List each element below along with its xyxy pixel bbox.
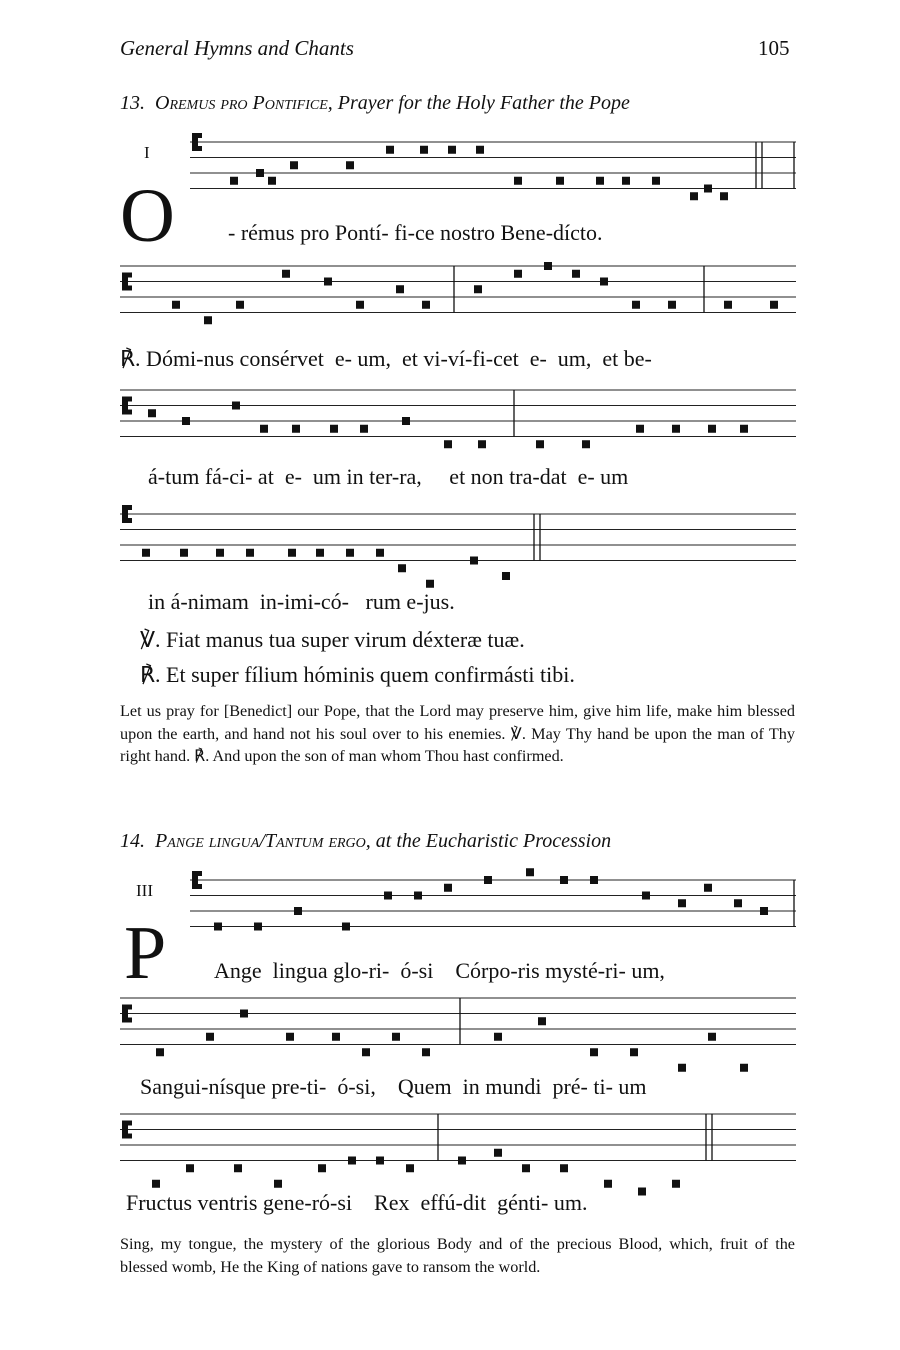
neume <box>556 177 564 185</box>
neume <box>422 301 430 309</box>
neume <box>760 907 768 915</box>
neume <box>560 1164 568 1172</box>
chant-14-lyric-2: Sangui-nísque pre-ti- ó-si, Quem in mundi pré- ti- um <box>140 1074 647 1099</box>
neume <box>152 1180 160 1188</box>
c-clef <box>128 505 132 510</box>
chant-13-lyric-2: ℟. Dómi-nus consérvet e- um, et vi-ví-fi-cet e- um, et be- <box>120 346 652 371</box>
neume <box>514 177 522 185</box>
c-clef <box>128 1018 132 1023</box>
c-clef <box>122 397 128 415</box>
neume <box>600 278 608 286</box>
neume <box>236 301 244 309</box>
neume <box>206 1033 214 1041</box>
neume <box>708 425 716 433</box>
neume <box>678 1064 686 1072</box>
neume <box>402 417 410 425</box>
chant-13-staff-2 <box>120 256 796 326</box>
neume <box>690 192 698 200</box>
neume <box>604 1180 612 1188</box>
chant-14-staff-3 <box>120 1104 796 1184</box>
neume <box>444 440 452 448</box>
neume <box>422 1048 430 1056</box>
neume <box>572 270 580 278</box>
neume <box>156 1048 164 1056</box>
chant-14-staff-1 <box>190 862 796 952</box>
c-clef <box>198 871 202 876</box>
chant-14-staff-2 <box>120 988 796 1058</box>
neume <box>360 425 368 433</box>
neume <box>652 177 660 185</box>
c-clef <box>122 273 128 291</box>
chant-14-title-latin: Pange lingua/Tantum ergo, <box>155 830 371 852</box>
c-clef <box>128 286 132 291</box>
neume <box>770 301 778 309</box>
neume <box>632 301 640 309</box>
neume <box>316 549 324 557</box>
c-clef <box>128 410 132 415</box>
neume <box>332 1033 340 1041</box>
chant-13-lyric-1: - rémus pro Pontí- fi-ce nostro Bene-dícto. <box>228 220 603 245</box>
running-head: General Hymns and Chants <box>120 36 354 60</box>
chant-13-versicle: ℣. Fiat manus tua super virum déxteræ tuæ. <box>140 627 525 652</box>
neume <box>636 425 644 433</box>
c-clef <box>192 133 198 151</box>
c-clef <box>122 1005 128 1023</box>
c-clef <box>198 146 202 151</box>
chant-13-lyric-4: in á-nimam in-imi-có- rum e-jus. <box>148 589 455 614</box>
neume <box>414 892 422 900</box>
neume <box>282 270 290 278</box>
chant-13-mode: I <box>144 143 150 162</box>
neume <box>406 1164 414 1172</box>
page-number: 105 <box>758 36 790 60</box>
neume <box>678 899 686 907</box>
chant-14-mode: III <box>136 881 153 900</box>
neume <box>522 1164 530 1172</box>
neume <box>704 884 712 892</box>
chant-14-title-english: at the Eucharistic Procession <box>370 830 612 852</box>
neume <box>216 549 224 557</box>
neume <box>142 549 150 557</box>
neume <box>268 177 276 185</box>
neume <box>232 402 240 410</box>
neume <box>346 549 354 557</box>
neume <box>384 892 392 900</box>
neume <box>740 1064 748 1072</box>
c-clef <box>128 397 132 402</box>
neume <box>514 270 522 278</box>
neume <box>724 301 732 309</box>
neume <box>536 440 544 448</box>
neume <box>642 892 650 900</box>
c-clef <box>128 1134 132 1139</box>
neume <box>638 1188 646 1196</box>
neume <box>704 185 712 193</box>
neume <box>292 425 300 433</box>
chant-14-lyric-1: Ange lingua glo-ri- ó-si Córpo-ris mysté-ri- um, <box>214 958 665 983</box>
neume <box>740 425 748 433</box>
neume <box>474 285 482 293</box>
neume <box>376 549 384 557</box>
chant-13-staff-4 <box>120 496 796 586</box>
neume <box>734 899 742 907</box>
c-clef <box>122 1121 128 1139</box>
chant-14-lyric-3: Fructus ventris gene-ró-si Rex effú-dit génti- um. <box>126 1190 588 1215</box>
neume <box>204 316 212 324</box>
neume <box>720 192 728 200</box>
neume <box>426 580 434 588</box>
chant-13-lyric-3: á-tum fá-ci- at e- um in ter-ra, et non tra-dat e- um <box>148 464 629 489</box>
neume <box>180 549 188 557</box>
neume <box>172 301 180 309</box>
chant-14-title <box>120 830 611 853</box>
neume <box>420 146 428 154</box>
neume <box>668 301 676 309</box>
neume <box>342 923 350 931</box>
neume <box>362 1048 370 1056</box>
neume <box>590 1048 598 1056</box>
chant-13-staff-3 <box>120 380 796 450</box>
neume <box>288 549 296 557</box>
neume <box>148 409 156 417</box>
neume <box>494 1149 502 1157</box>
neume <box>458 1157 466 1165</box>
neume <box>256 169 264 177</box>
neume <box>330 425 338 433</box>
neume <box>526 868 534 876</box>
c-clef <box>122 505 128 523</box>
neume <box>444 884 452 892</box>
chant-13-title-latin: Oremus pro Pontifice, <box>155 92 333 114</box>
neume <box>392 1033 400 1041</box>
neume <box>254 923 262 931</box>
neume <box>356 301 364 309</box>
neume <box>672 425 680 433</box>
chant-14-dropcap: P <box>124 911 167 995</box>
c-clef <box>128 1005 132 1010</box>
neume <box>622 177 630 185</box>
neume <box>240 1010 248 1018</box>
neume <box>560 876 568 884</box>
neume <box>476 146 484 154</box>
neume <box>448 146 456 154</box>
neume <box>630 1048 638 1056</box>
chant-13-response: ℟. Et super fílium hóminis quem confirmásti tibi. <box>140 662 575 687</box>
neume <box>494 1033 502 1041</box>
c-clef <box>198 884 202 889</box>
neume <box>396 285 404 293</box>
neume <box>294 907 302 915</box>
c-clef <box>128 1121 132 1126</box>
neume <box>186 1164 194 1172</box>
chant-13-staff-1 <box>190 122 796 212</box>
neume <box>672 1180 680 1188</box>
neume <box>274 1180 282 1188</box>
neume <box>708 1033 716 1041</box>
neume <box>398 564 406 572</box>
chant-14-translation: Sing, my tongue, the mystery of the glorious Body and of the precious Blood, which, fruit of the blessed womb, He the King of nations gave to ransom the world. <box>120 1235 795 1276</box>
c-clef <box>128 273 132 278</box>
neume <box>260 425 268 433</box>
neume <box>286 1033 294 1041</box>
neume <box>318 1164 326 1172</box>
c-clef <box>128 518 132 523</box>
c-clef <box>192 871 198 889</box>
c-clef <box>198 133 202 138</box>
neume <box>590 876 598 884</box>
neume <box>478 440 486 448</box>
neume <box>502 572 510 580</box>
chant-14-number: 14. <box>120 830 145 852</box>
chant-13-dropcap: O <box>120 174 175 258</box>
neume <box>230 177 238 185</box>
neume <box>290 161 298 169</box>
chant-13-translation: Let us pray for [Benedict] our Pope, that the Lord may preserve him, give him life, make him blessed upon the earth, and hand not his soul over to his enemies. ℣. May Thy hand be upon the man of Thy right hand. ℟. And upon the son of man whom Thou hast confirmed. <box>120 702 795 765</box>
neume <box>470 557 478 565</box>
neume <box>582 440 590 448</box>
neume <box>348 1157 356 1165</box>
neume <box>544 262 552 270</box>
neume <box>596 177 604 185</box>
neume <box>538 1017 546 1025</box>
chant-13-title <box>120 92 630 115</box>
neume <box>324 278 332 286</box>
neume <box>386 146 394 154</box>
neume <box>214 923 222 931</box>
neume <box>484 876 492 884</box>
neume <box>182 417 190 425</box>
neume <box>246 549 254 557</box>
neume <box>376 1157 384 1165</box>
chant-13-title-english: Prayer for the Holy Father the Pope <box>332 92 630 114</box>
neume <box>346 161 354 169</box>
neume <box>234 1164 242 1172</box>
chant-13-number: 13. <box>120 92 145 114</box>
